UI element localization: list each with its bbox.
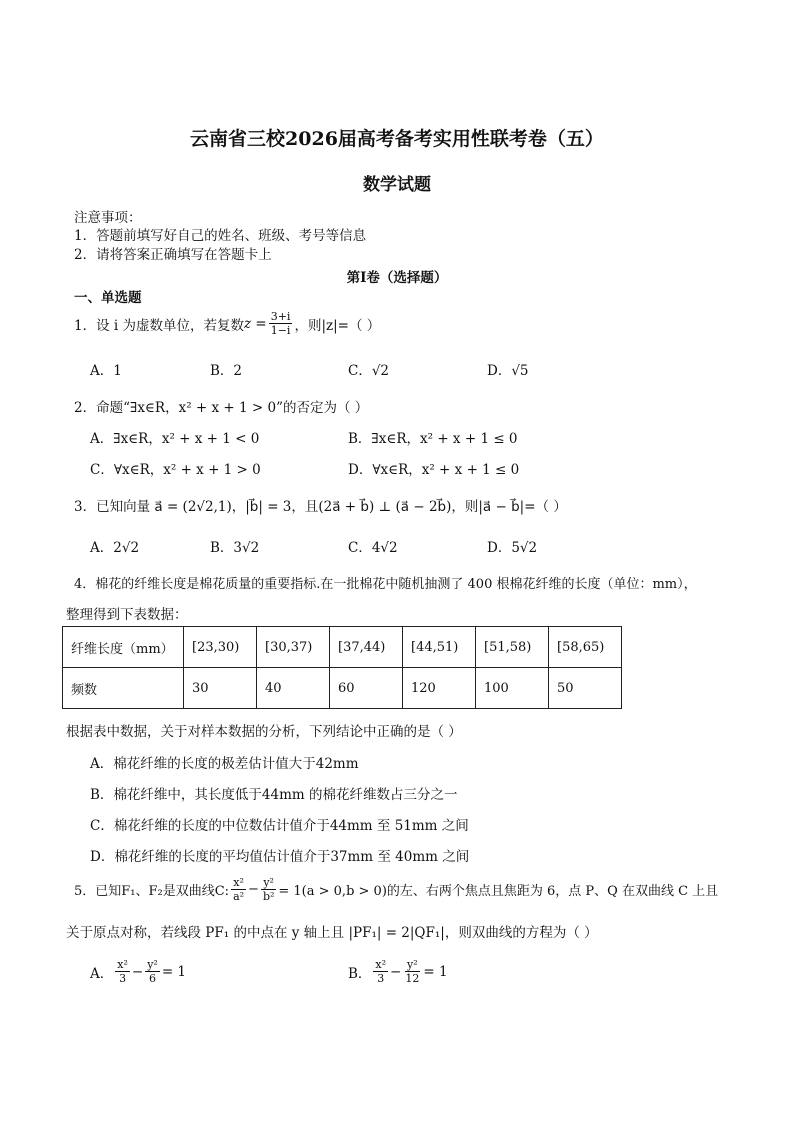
q5-b-den-1: 3 [377, 972, 385, 985]
q5-b-label: B． [348, 965, 372, 982]
notice-item-2: 2．请将答案正确填写在答题卡上 [74, 247, 272, 263]
q5-a-frac-2 [145, 958, 160, 985]
table-cell: 60 [330, 668, 403, 709]
q5-a-label: A． [90, 965, 114, 982]
table-cell: 纤维长度（mm） [63, 627, 184, 668]
question-4-stem-line-1: 4．棉花的纤维长度是棉花质量的重要指标.在一批棉花中随机抽测了 400 根棉花纤维的长度（单位：mm）， [74, 577, 697, 592]
q5-option-a [90, 958, 186, 985]
q1-fraction [269, 310, 293, 337]
question-3-stem: 3．已知向量 a⃗ = (2√2,1)，|b⃗| = 3，且(2a⃗ + b⃗) ⊥ (a⃗ − 2b⃗)，则|a⃗ − b⃗|=（ ） [74, 499, 567, 515]
table-cell: 100 [476, 668, 549, 709]
q2-option-c: C．∀x∈R，x² + x + 1 > 0 [90, 462, 261, 478]
q5-option-b [348, 958, 448, 985]
q1-denominator: 1−i [270, 324, 291, 337]
exam-subtitle: 数学试题 [363, 175, 431, 195]
q5-b-frac-2 [403, 958, 421, 985]
q2-option-d: D．∀x∈R，x² + x + 1 ≤ 0 [348, 462, 520, 478]
q4-option-d: D．棉花纤维的长度的平均值估计值介于37mm 至 40mm 之间 [90, 849, 470, 865]
q1-option-d: D．√5 [487, 363, 529, 379]
q1-numerator: 3+i [270, 310, 291, 323]
table-cell: [44,51) [403, 627, 476, 668]
q4-option-b: B．棉花纤维中，其长度低于44mm 的棉花纤维数占三分之一 [90, 787, 458, 803]
table-cell: [58,65) [549, 627, 622, 668]
table-row [63, 627, 622, 668]
notice-heading: 注意事项： [74, 210, 142, 226]
q1-option-a: A．1 [90, 363, 122, 379]
question-4-stem-line-2: 整理得到下表数据： [66, 607, 188, 623]
q1-option-c: C．√2 [348, 363, 390, 379]
table-cell: 频数 [63, 668, 184, 709]
q1-suffix: ，则|z|=（ ） [294, 317, 381, 334]
q5-a-rhs: = 1 [161, 963, 187, 980]
q5-a-den-2: 6 [149, 972, 156, 985]
q1-prefix: 1．设 i 为虚数单位，若复数 [74, 317, 244, 334]
q4-option-a: A．棉花纤维的长度的极差估计值大于42mm [90, 756, 359, 772]
q5-a-minus: − [131, 963, 144, 980]
q3-option-a: A．2√2 [90, 540, 140, 556]
q5-a-den-1: 3 [119, 972, 127, 985]
q5-fraction-y [261, 876, 276, 903]
table-cell: 30 [184, 668, 257, 709]
table-cell: 40 [257, 668, 330, 709]
q5-a-num-2: y² [147, 958, 158, 971]
table-cell: [30,37) [257, 627, 330, 668]
q2-option-a: A．∃x∈R，x² + x + 1 < 0 [90, 431, 260, 447]
q5-num-y: y² [263, 876, 274, 889]
q5-b-frac-1 [373, 958, 388, 985]
notice-item-1: 1．答题前填写好自己的姓名、班级、考号等信息 [74, 228, 367, 244]
question-2-stem: 2．命题“∃x∈R，x² + x + 1 > 0”的否定为（ ） [74, 400, 369, 416]
q5-den-a: a² [233, 890, 245, 903]
q5-den-b: b² [262, 890, 275, 903]
q5-num-x: x² [233, 876, 244, 889]
q5-a-num-1: x² [117, 958, 128, 971]
q5-b-den-2: 12 [405, 972, 420, 985]
exam-title: 云南省三校2026届高考备考实用性联考卷（五） [190, 128, 604, 150]
q5-a-frac-1 [115, 958, 130, 985]
q5-minus: − [248, 882, 259, 897]
table-cell: 120 [403, 668, 476, 709]
q5-prefix: 5．已知F₁、F₂是双曲线C: [74, 884, 230, 899]
q5-suffix: = 1(a > 0,b > 0)的左、右两个焦点且焦距为 6，点 P、Q 在双曲线 C 上且 [278, 884, 719, 899]
table-cell: [37,44) [330, 627, 403, 668]
section-title: 一、单选题 [74, 290, 142, 306]
q2-option-b: B．∃x∈R，x² + x + 1 ≤ 0 [348, 431, 518, 447]
q5-b-rhs: = 1 [423, 963, 448, 980]
question-4-question: 根据表中数据，关于对样本数据的分析，下列结论中正确的是（ ） [66, 724, 462, 740]
volume-title: 第I卷（选择题） [346, 270, 448, 286]
question-5-stem-line-1 [74, 876, 718, 903]
q3-option-c: C．4√2 [348, 540, 398, 556]
q1-z: z = [244, 315, 267, 332]
question-5-stem-line-2: 关于原点对称，若线段 PF₁ 的中点在 y 轴上且 |PF₁| = 2|QF₁|，则双曲线的方程为（ ） [66, 925, 598, 941]
fiber-length-table [62, 626, 622, 709]
q3-option-b: B．3√2 [210, 540, 260, 556]
q3-option-d: D．5√2 [487, 540, 538, 556]
table-cell: 50 [549, 668, 622, 709]
q5-b-num-1: x² [375, 958, 387, 971]
table-row [63, 668, 622, 709]
q5-fraction-x [231, 876, 246, 903]
table-cell: [23,30) [184, 627, 257, 668]
question-1-stem [74, 310, 380, 337]
q1-option-b: B．2 [210, 363, 243, 379]
q5-b-minus: − [390, 963, 402, 980]
q4-option-c: C．棉花纤维的长度的中位数估计值介于44mm 至 51mm 之间 [90, 818, 469, 834]
q5-b-num-2: y² [407, 958, 418, 971]
table-cell: [51,58) [476, 627, 549, 668]
